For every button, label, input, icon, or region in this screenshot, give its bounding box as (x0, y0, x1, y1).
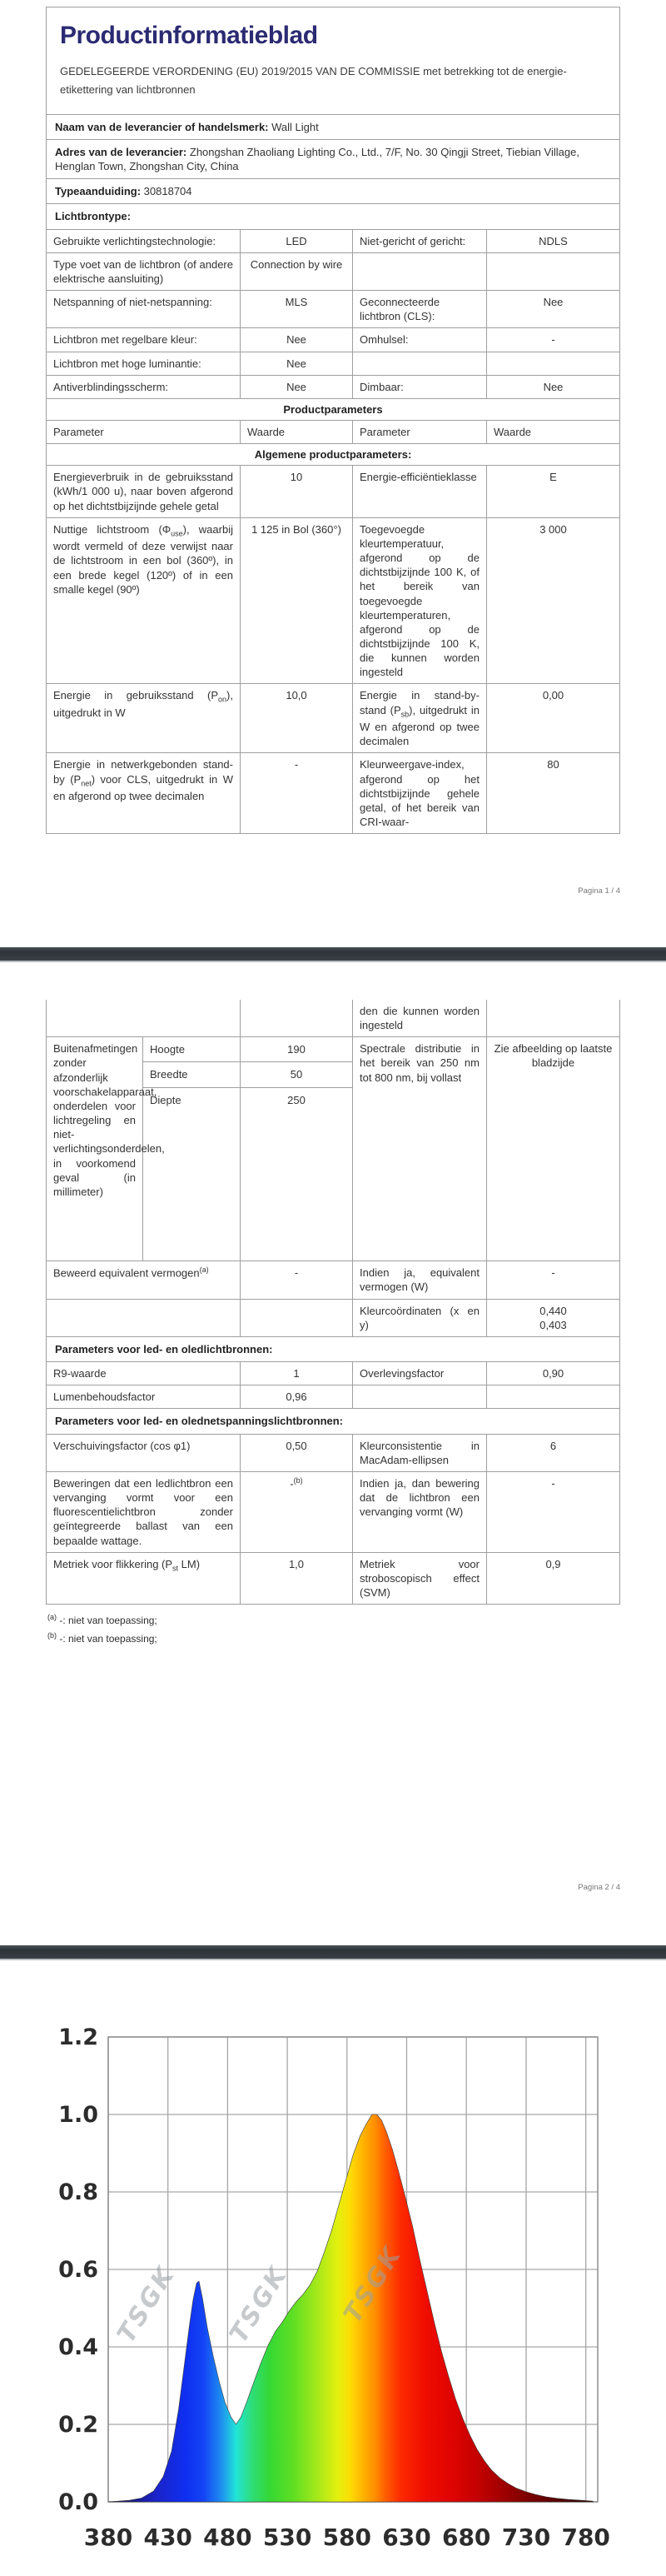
empty-cell (47, 1300, 241, 1336)
param-label: Geconnecteerde lichtbron (CLS): (353, 291, 487, 327)
type-designation-value: 30818704 (143, 185, 192, 198)
y-axis-tick-label: 0.6 (58, 2257, 98, 2283)
label-subscript: st (172, 1564, 179, 1573)
y-axis-tick-label: 1.0 (58, 2102, 98, 2128)
spectral-distribution-chart (50, 2016, 666, 2570)
param-label: den die kunnen worden ingesteld (353, 1000, 487, 1036)
dimension-values (241, 1037, 353, 1261)
param-label (353, 352, 487, 375)
supplier-address-value: Zhongshan Zhaoliang Lighting Co., Ltd., 7/F, No. 30 Qingji Street, Tiebian Village, Henglan Town, Zhongshan City, China (55, 145, 579, 173)
x-axis-tick-label: 780 (561, 2524, 610, 2551)
param-label: Overlevingsfactor (353, 1362, 487, 1385)
table-row (47, 328, 619, 352)
param-value: - (241, 1261, 353, 1298)
param-label (353, 684, 487, 752)
column-header: Waarde (494, 425, 532, 438)
y-axis-tick-label: 0.0 (58, 2489, 98, 2515)
watermark-text: TSGK (112, 2260, 181, 2349)
empty-cell (487, 1000, 619, 1036)
supplier-name-label: Naam van de leverancier of handelsmerk: (55, 120, 269, 133)
table-row (47, 352, 619, 376)
label-text: LM) (178, 1557, 201, 1570)
supplier-address-row (47, 140, 619, 179)
param-label: Verschuivingsfactor (cos φ1) (47, 1435, 241, 1471)
document-header (47, 7, 619, 115)
param-value: 0,90 (542, 1367, 564, 1380)
footnote-a (47, 1611, 620, 1629)
empty-cell (241, 1000, 353, 1036)
page-1-table (46, 7, 620, 834)
param-value: Connection by wire (241, 253, 353, 290)
param-label (353, 253, 487, 290)
param-label: Antiverblindingsscherm: (47, 376, 241, 398)
param-label: R9-waarde (47, 1362, 241, 1385)
x-axis-tick-label: 530 (262, 2524, 312, 2551)
x-axis-tick-label: 380 (83, 2524, 133, 2551)
param-label (353, 518, 487, 684)
table-row (47, 291, 619, 328)
param-label: Lichtbron met hoge luminantie: (47, 352, 241, 375)
label-text: ), waarbij wordt vermeld of deze verwijst naar de lichtstroom in een bol (360º), in een brede kegel (120º) of in een smalle kegel (90º) (53, 522, 233, 596)
y-axis-tick-label: 0.4 (58, 2334, 98, 2360)
param-value: 1 (241, 1362, 353, 1385)
dimension-names (143, 1037, 241, 1261)
watermark-text: TSGK (338, 2240, 408, 2329)
param-value: 0,96 (241, 1385, 353, 1408)
watermark-text: TSGK (224, 2260, 294, 2349)
label-text: Nuttige lichtstroom (Φ (53, 522, 171, 536)
param-value: NDLS (539, 234, 568, 247)
empty-cell (241, 1300, 353, 1336)
param-value: 0,9 (545, 1557, 561, 1570)
param-label: Gebruikte verlichtingstechnologie: (47, 230, 241, 252)
column-header: Parameter (47, 421, 241, 443)
table-row (47, 376, 619, 399)
value-text: - (290, 1477, 294, 1490)
param-value: Nee (241, 376, 353, 398)
param-label: Kleurcoördinaten (x en y) (353, 1300, 487, 1336)
supplier-address-label: Adres van de leverancier: (55, 145, 187, 158)
label-subscript: use (171, 529, 183, 538)
label-text: Beweerd equivalent vermogen (53, 1266, 200, 1280)
y-axis-tick-label: 0.2 (58, 2412, 98, 2438)
supplier-name-value: Wall Light (271, 120, 319, 133)
dimensions-label: Buitenafmetingen zonder afzonderlijk voorschakelapparaat, onderdelen voor lichtregeling en niet-verlichtingsonderdelen, in voorkomend geval (in millimeter) (47, 1037, 143, 1261)
param-label (353, 1385, 487, 1408)
label-text: Toegevoegde kleurtemperatuur, afgerond op de dichtstbijzijnde 100 K, of het bereik van toegevoegde kleurtemperaturen, afgerond op de dichtstbijzijnde 100 K, die kunnen worden ingesteld (360, 522, 480, 679)
page-number-1: Pagina 1 / 4 (578, 886, 620, 896)
param-value: Nee (241, 352, 353, 375)
x-axis-tick-label: 580 (322, 2524, 372, 2551)
param-value: E (549, 471, 557, 484)
param-value: MLS (241, 291, 353, 327)
dimension-value: 190 (241, 1037, 352, 1062)
algemene-header: Algemene productparameters: (47, 444, 619, 466)
param-value: - (241, 753, 353, 833)
param-label: Spectrale distributie in het bereik van 250 nm tot 800 nm, bij vollast (353, 1037, 487, 1261)
label-subscript: sb (400, 710, 410, 719)
table-row (47, 1472, 619, 1553)
empty-cell (47, 1000, 241, 1036)
dimension-value: 250 (287, 1093, 306, 1106)
label-text: Energie-efficiëntieklasse (360, 471, 477, 484)
table-row (47, 1385, 619, 1409)
param-label: Beweringen dat een ledlichtbron een vervanging vormt voor een fluorescentielichtbron zonder geïntegreerde ballast van een bepaalde wattage. (47, 1472, 241, 1552)
type-designation-row (47, 179, 619, 204)
page-title: Productinformatieblad (60, 22, 318, 49)
productparameters-header: Productparameters (47, 399, 619, 421)
param-value (241, 1472, 353, 1552)
label-text: ) voor CLS, uitgedrukt in W en afgerond op twee decimalen (53, 772, 234, 803)
dimension-name: Diepte (150, 1093, 181, 1106)
param-label (47, 1261, 241, 1298)
param-value: - (551, 1266, 555, 1280)
param-label (47, 518, 241, 684)
value-superscript: (b) (293, 1475, 303, 1485)
spectral-chart-svg (50, 2016, 666, 2566)
param-value: Nee (543, 296, 564, 309)
param-value: 6 (549, 1439, 557, 1452)
param-label: Lichtbron met regelbare kleur: (47, 328, 241, 351)
column-header: Parameter (353, 421, 487, 443)
x-axis-tick-label: 680 (441, 2524, 491, 2551)
param-label: Dimbaar: (353, 376, 487, 398)
light-source-type-row (47, 204, 619, 229)
param-value: Zie afbeelding op laatste bladzijde (494, 1042, 613, 1070)
page-number-2: Pagina 2 / 4 (578, 1883, 620, 1892)
table-row (47, 1261, 619, 1299)
y-axis-tick-label: 1.2 (58, 2024, 98, 2050)
continuation-row (47, 1000, 619, 1037)
dimensions-row (47, 1037, 619, 1261)
param-label (47, 753, 241, 833)
param-label: Netspanning of niet-netspanning: (47, 291, 241, 327)
param-value (487, 1385, 619, 1408)
param-value: 1 125 in Bol (360°) (241, 518, 353, 684)
param-value: - (551, 1476, 555, 1490)
color-coordinate-x: 0,440 (539, 1304, 567, 1317)
param-value: 10 (241, 466, 353, 517)
footnote-text: -: niet van toepassing; (59, 1615, 157, 1627)
param-value (487, 253, 619, 290)
param-value: - (551, 333, 555, 347)
param-label (353, 466, 487, 517)
page-2 (46, 1000, 620, 1945)
light-source-type-label: Lichtbrontype: (55, 210, 131, 223)
param-label (353, 753, 487, 833)
label-text: Energie in netwerkgebonden stand-by (P (53, 758, 233, 786)
x-axis-tick-label: 630 (382, 2524, 431, 2551)
param-label: Indien ja, dan bewering dat de lichtbron een vervanging vormt (W) (353, 1472, 487, 1552)
section-header-mains: Parameters voor led- en olednetspanningslichtbronnen: (47, 1409, 619, 1434)
x-axis-tick-label: 730 (501, 2524, 551, 2551)
param-label: Metriek voor stroboscopisch effect (SVM) (353, 1553, 487, 1604)
label-text: Energie in stand-by-stand (P (360, 689, 480, 716)
footnote-marker: (a) (47, 1613, 57, 1622)
label-superscript: (a) (199, 1266, 209, 1275)
label-text: Energie in gebruiksstand (P (53, 689, 219, 702)
column-header: Waarde (241, 421, 353, 443)
y-axis-tick-label: 0.8 (58, 2179, 98, 2205)
param-label: Indien ja, equivalent vermogen (W) (353, 1261, 487, 1298)
label-text: ), uitgedrukt in W (53, 689, 233, 719)
table-row (47, 466, 619, 517)
param-value (487, 1300, 619, 1336)
type-designation-label: Typeaanduiding: (55, 185, 142, 198)
regulation-text: GEDELEGEERDE VERORDENING (EU) 2019/2015 VAN DE COMMISSIE met betrekking tot de energie-etikettering van lichtbronnen (60, 64, 567, 96)
supplier-name-row (47, 115, 619, 140)
table-row (47, 1553, 619, 1604)
dimension-name: Breedte (143, 1062, 240, 1087)
param-label (47, 684, 241, 752)
param-column-header-row (47, 421, 619, 444)
x-axis-tick-label: 480 (203, 2524, 252, 2551)
param-label: Omhulsel: (353, 328, 487, 351)
table-row (47, 1435, 619, 1472)
table-row (47, 253, 619, 291)
dimension-value: 50 (241, 1062, 352, 1087)
param-value (487, 352, 619, 375)
param-label (47, 1553, 241, 1604)
label-text: Kleurweergave-index, afgerond op het dichtstbijzijnde gehele getal, of het bereik van CRI-waar- (360, 758, 480, 829)
label-subscript: on (218, 696, 227, 705)
param-label (47, 466, 241, 517)
label-text: Energieverbruik in de gebruiksstand (kWh/1 000 u), naar boven afgerond op het dichtstbijzijnde gehele getal (53, 471, 233, 512)
dimension-name: Hoogte (143, 1037, 240, 1062)
label-text: Metriek voor flikkering (P (53, 1557, 173, 1570)
page-divider-2 (0, 1945, 666, 1960)
param-value: Nee (241, 328, 353, 351)
table-row (47, 518, 619, 685)
label-subscript: net (81, 779, 92, 788)
page-3 (50, 2016, 666, 2566)
param-value: 80 (547, 758, 559, 771)
table-row (47, 684, 619, 753)
section-header-led: Parameters voor led- en oledlichtbronnen: (47, 1337, 619, 1362)
footnote-b (47, 1630, 620, 1647)
footnotes (46, 1611, 620, 1647)
param-label: Type voet van de lichtbron (of andere elektrische aansluiting) (47, 253, 241, 290)
param-value: 0,50 (241, 1435, 353, 1471)
param-value: LED (241, 230, 353, 252)
param-label: Kleurconsistentie in MacAdam-ellipsen (353, 1435, 487, 1471)
param-value: 3 000 (539, 522, 567, 536)
footnote-text: -: niet van toepassing; (59, 1632, 157, 1645)
x-axis-tick-label: 430 (143, 2524, 192, 2551)
color-coordinate-y: 0,403 (539, 1318, 567, 1331)
page-1 (46, 7, 620, 947)
table-row (47, 1362, 619, 1385)
param-label: Niet-gericht of gericht: (353, 230, 487, 252)
param-value: 0,00 (542, 689, 564, 702)
param-value: Nee (543, 380, 564, 393)
footnote-marker: (b) (47, 1630, 57, 1640)
label-text: ), uitgedrukt in W en afgerond op twee decimalen (360, 703, 480, 748)
param-label: Lumenbehoudsfactor (47, 1385, 241, 1408)
table-row (47, 1300, 619, 1337)
table-row (47, 230, 619, 253)
param-value: 1,0 (241, 1553, 353, 1604)
page-2-table (46, 1000, 620, 1605)
param-value: 10,0 (241, 684, 353, 752)
table-row (47, 753, 619, 833)
page-divider-1 (0, 947, 666, 962)
